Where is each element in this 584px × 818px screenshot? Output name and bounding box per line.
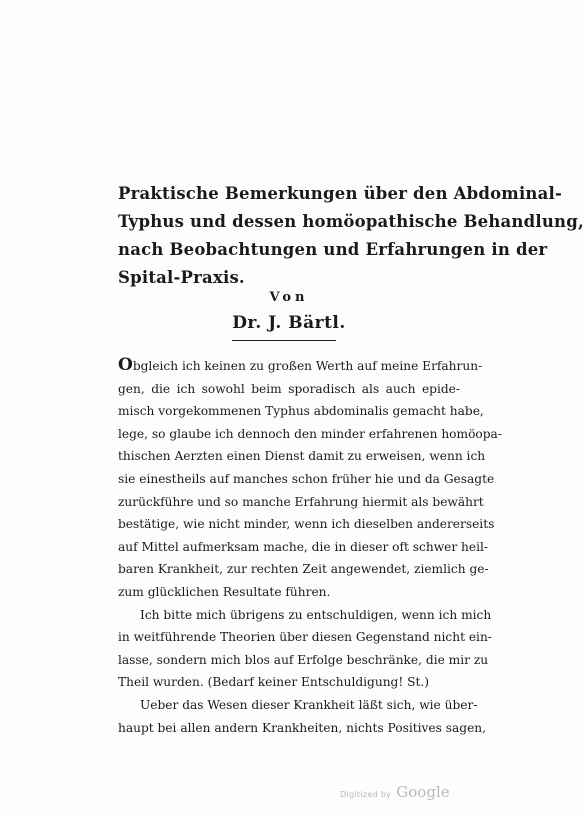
text-line: Ueber das Wesen dieser Krankheit läßt sich, wie über- [140,697,478,712]
text-line: haupt bei allen andern Krankheiten, nichts Positives sagen, [118,720,487,735]
text-line: Theil wurden. (Bedarf keiner Entschuldigung! St.) [118,675,430,690]
text-line: auf Mittel aufmerksam mache, die in dieser oft schwer heil- [118,539,489,554]
watermark-prefix: Digitized by [340,790,392,799]
google-watermark [340,782,450,801]
text-line: misch vorgekommenen Typhus abdominalis gemacht habe, [118,404,484,419]
text-line: in weitführende Theorien über diesen Gegenstand nicht ein- [118,630,492,645]
text-line: zurückführe und so manche Erfahrung hiermit als bewährt [118,494,484,509]
title-line: Spital-Praxis. [118,268,245,287]
text-line: lasse, sondern mich blos auf Erfolge beschränke, die mir zu [118,652,489,667]
divider-rule [232,340,336,341]
author-name: Dr. J. Bärtl. [232,313,346,333]
text-line: thischen Aerzten einen Dienst damit zu erweisen, wenn ich [118,449,486,464]
text-line [118,354,483,378]
chapter-title [118,180,584,292]
title-line: nach Beobachtungen und Erfahrungen in der [118,240,548,259]
text-line: bestätige, wie nicht minder, wenn ich dieselben andererseits [118,517,495,532]
watermark-brand: Google [396,783,450,801]
text-line: zum glücklichen Resultate führen. [118,584,331,599]
byline-von: Von [269,290,309,305]
title-line: Typhus und dessen homöopathische Behandlung, [118,212,584,231]
text-line: lege, so glaube ich dennoch den minder erfahrenen homöopa- [118,426,502,441]
text-line: sie einestheils auf manches schon früher hie und da Gesagte [118,471,495,486]
body-text [118,354,502,739]
title-line: Praktische Bemerkungen über den Abdominal- [118,184,563,203]
drop-cap: O [118,355,133,375]
text-line: baren Krankheit, zur rechten Zeit angewendet, ziemlich ge- [118,562,489,577]
text-line: Ich bitte mich übrigens zu entschuldigen, wenn ich mich [140,607,492,622]
text-line-content: bgleich ich keinen zu großen Werth auf meine Erfahrun- [132,359,483,373]
text-line: gen, die ich sowohl beim sporadisch als auch epide- [118,381,460,396]
